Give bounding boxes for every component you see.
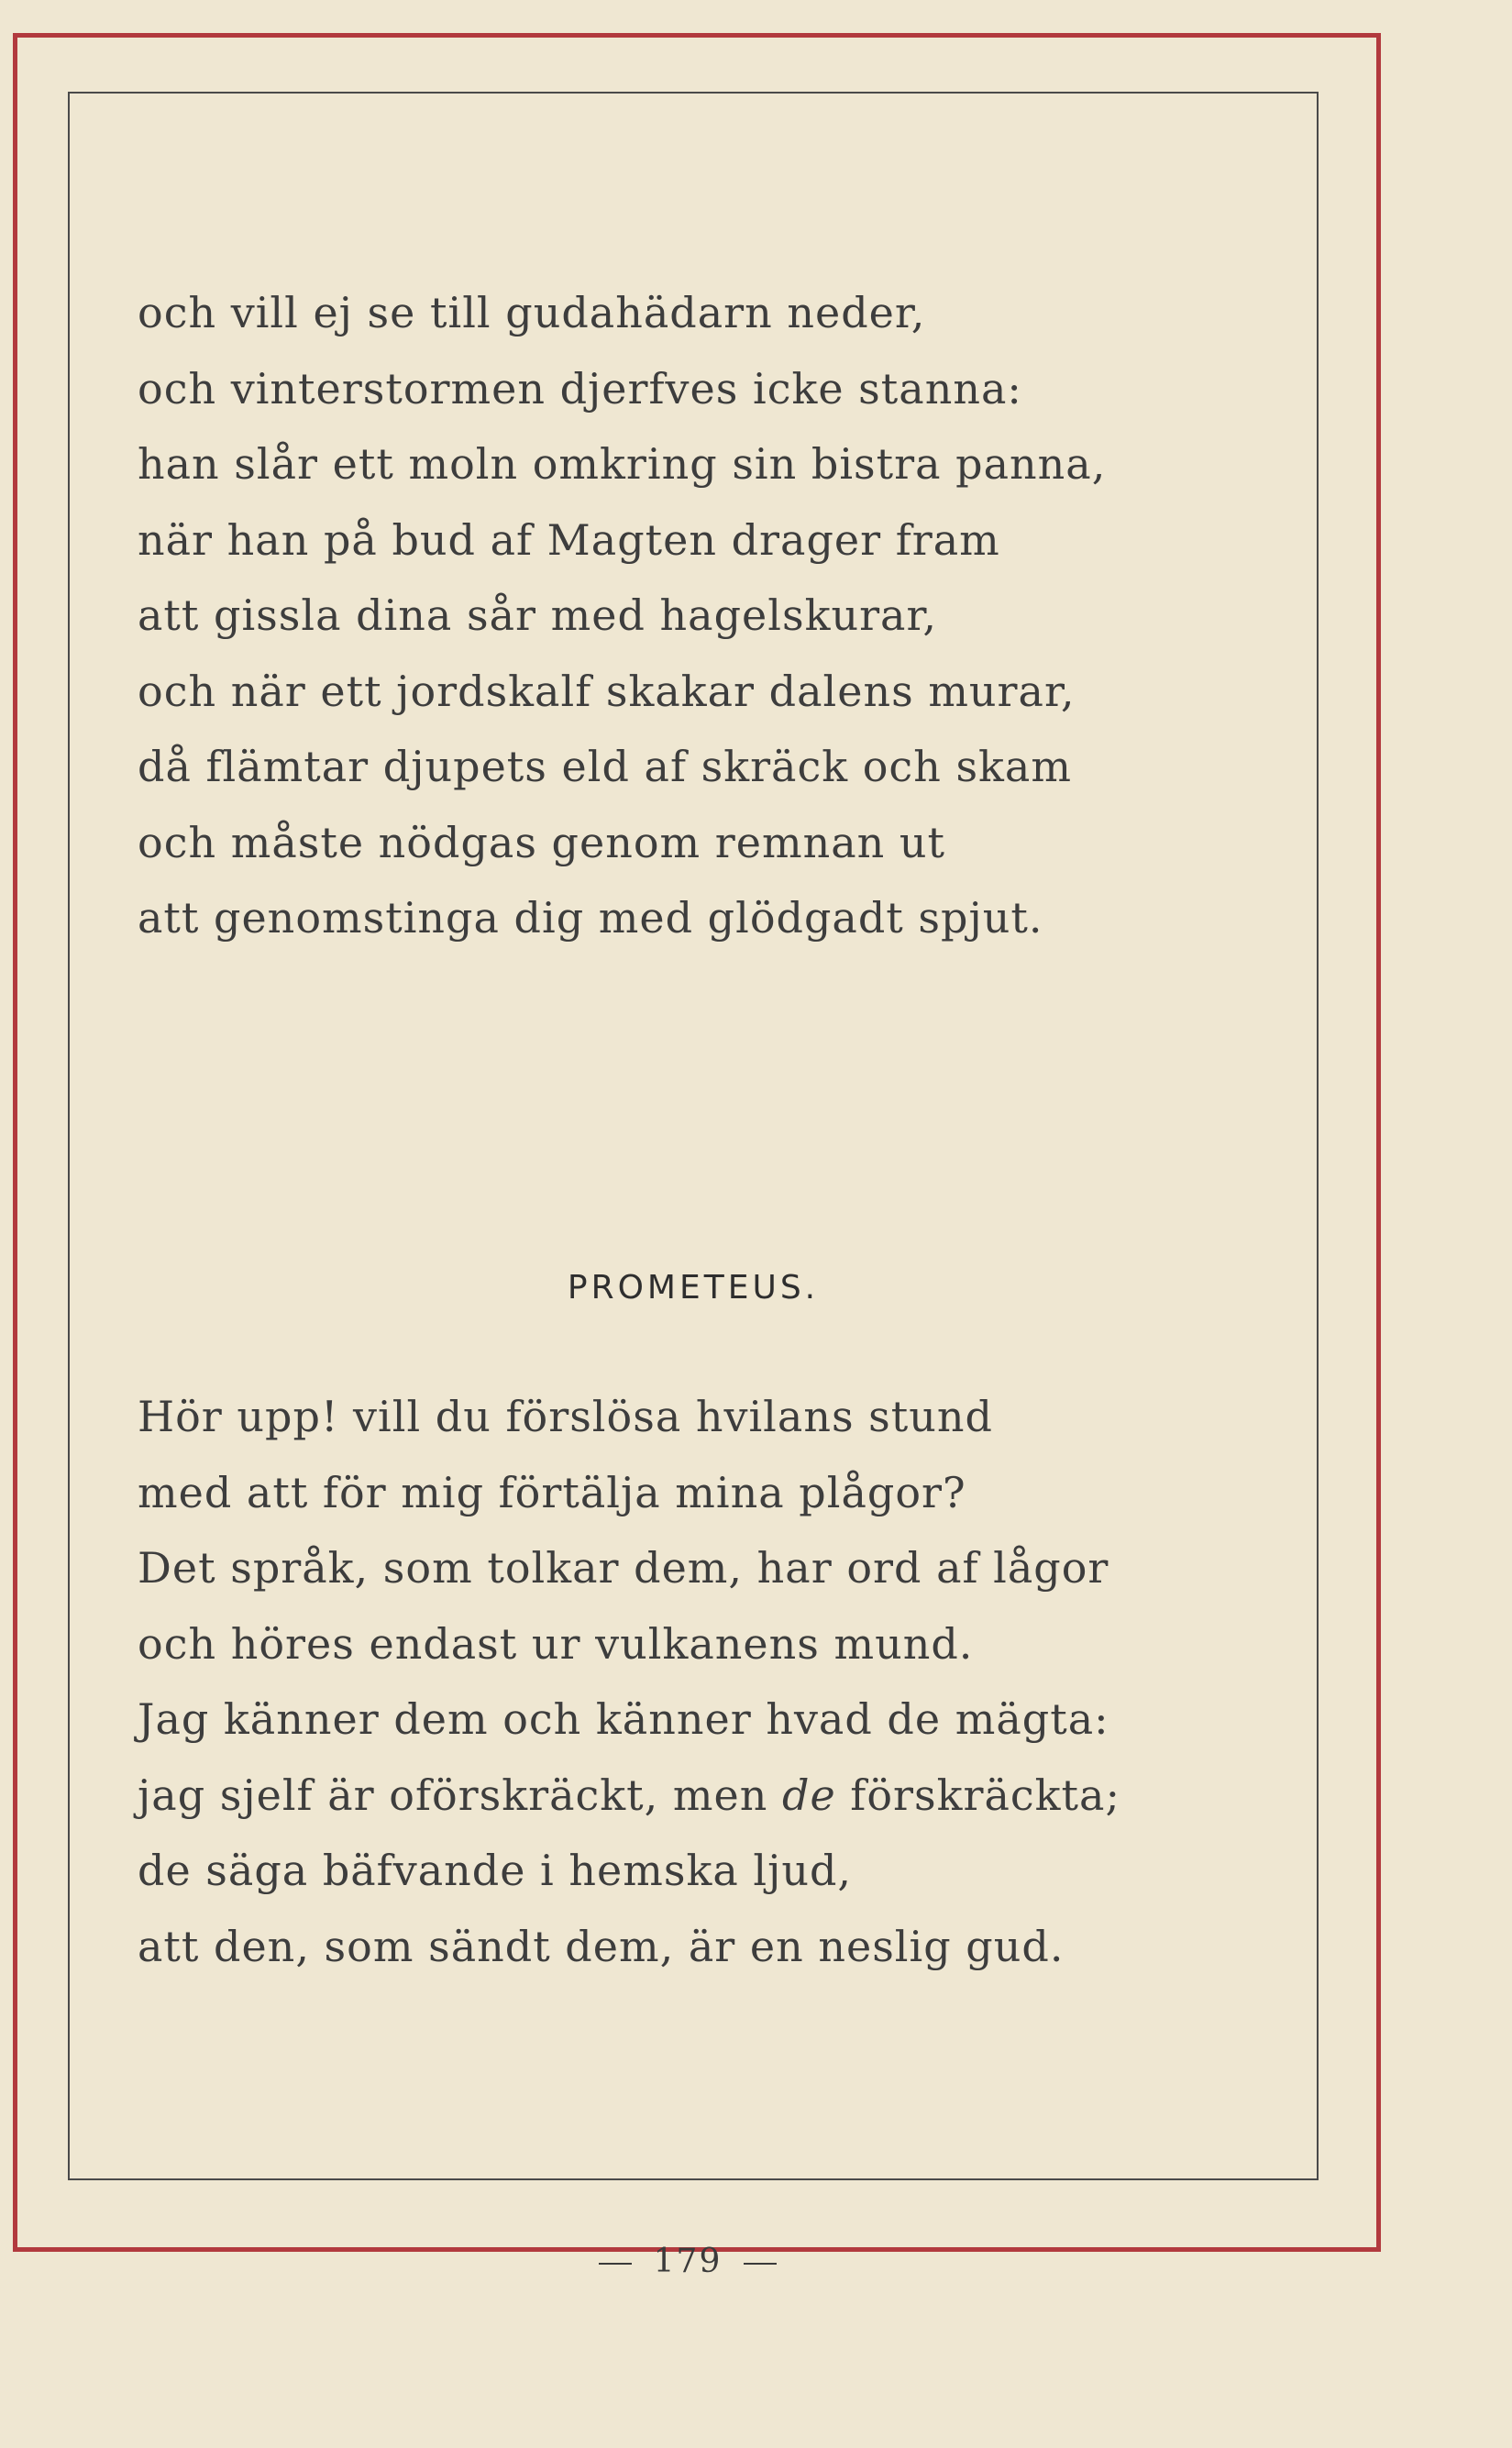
page-number: 179 [653,2243,723,2280]
dash-right [744,2263,777,2265]
verse-line: och när ett jordskalf skakar dalens murar, [138,666,1076,716]
poem-stanza-2 [138,1379,1284,1984]
verse-line-with-italic [138,1758,1284,1834]
poem-stanza-1 [138,275,1284,956]
verse-line: och måste nödgas genom remnan ut [138,817,946,867]
verse-line: Det språk, som tolkar dem, har ord af lågor [138,1543,1109,1593]
verse-line: när han på bud af Magten drager fram [138,514,1000,565]
verse-line: att den, som sändt dem, är en neslig gud. [138,1921,1065,1971]
verse-line: och höres endast ur vulkanens mund. [138,1618,974,1669]
verse-line: och vill ej se till gudahädarn neder, [138,288,926,337]
verse-line: att gissla dina sår med hagelskurar, [138,590,938,640]
verse-line: de säga bäfvande i hemska ljud, [138,1846,853,1895]
italic-word: de [782,1770,836,1820]
verse-text: förskräckta; [835,1770,1120,1820]
verse-line: att genomstinga dig med glödgadt spjut. [138,893,1043,943]
verse-line: Hör upp! vill du förslösa hvilans stund [138,1392,993,1441]
section-heading: PROMETEUS. [567,1269,820,1307]
page-number-footer [0,2243,1375,2280]
verse-line: då flämtar djupets eld af skräck och skam [138,742,1072,791]
verse-line: och vinterstormen djerfves icke stanna: [138,363,1022,414]
verse-text: jag sjelf är oförskräckt, men [138,1770,782,1820]
verse-line: med att för mig förtälja mina plågor? [138,1467,966,1517]
dash-left [599,2263,632,2265]
verse-line: han slår ett moln omkring sin bistra panna, [138,439,1107,489]
verse-line: Jag känner dem och känner hvad de mägta: [138,1694,1109,1744]
